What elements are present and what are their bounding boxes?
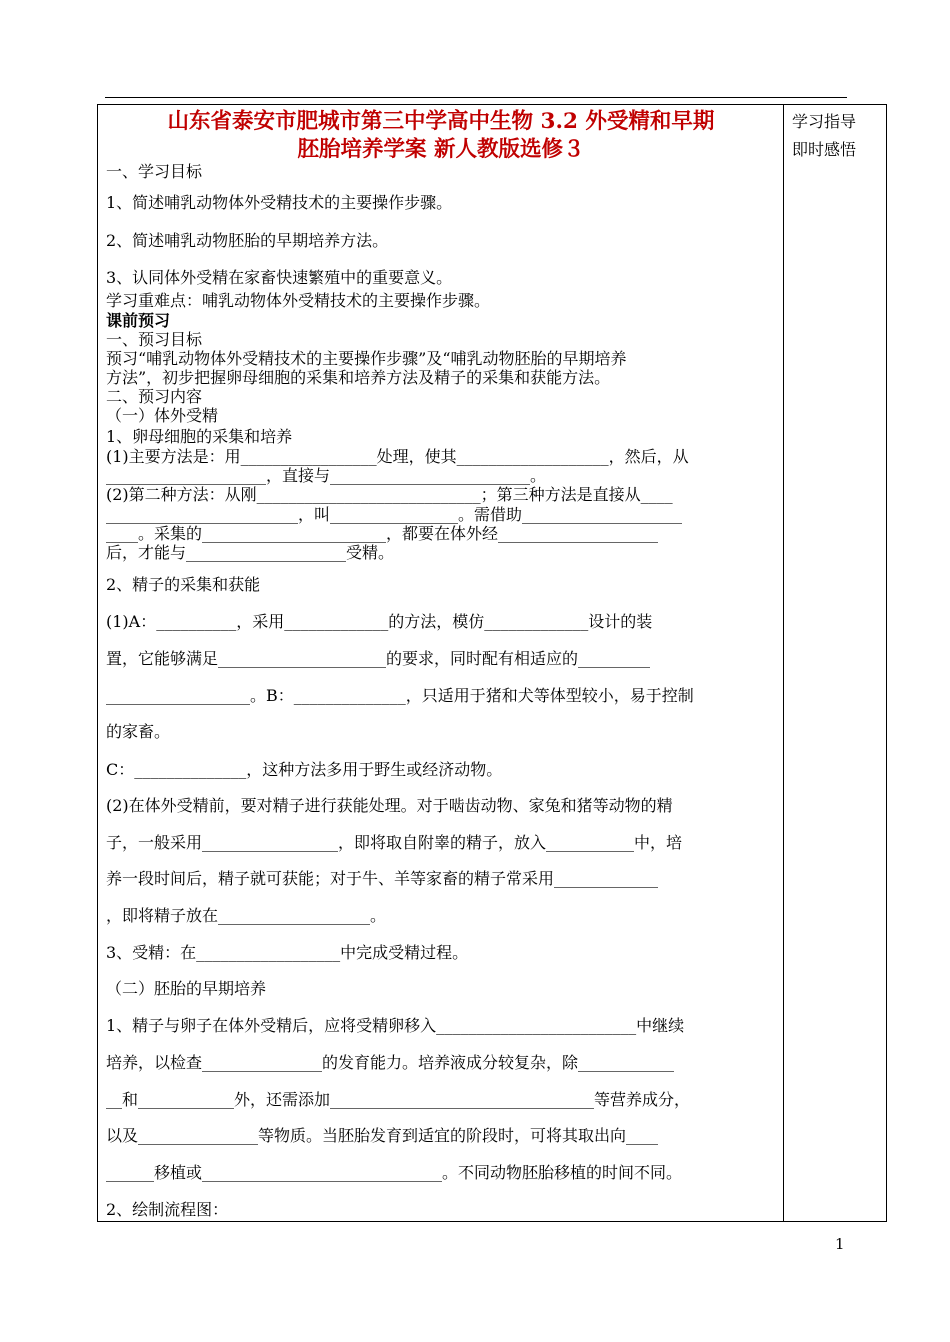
- fill-blank-line: __和____________外，还需添加_________________________________等营养成分，: [106, 1090, 691, 1109]
- section-heading-preview: 课前预习: [106, 311, 171, 330]
- subsection-embryo-culture: （二）胚胎的早期培养: [106, 979, 267, 998]
- fill-blank-line: C：______________，这种方法多用于野生或经济动物。: [106, 760, 503, 779]
- preview-goal-heading: 一、预习目标: [106, 330, 203, 349]
- body-text-line: (2)在体外受精前，要对精子进行获能处理。对于啮齿动物、家兔和猪等动物的精: [106, 796, 673, 815]
- column-divider: [783, 104, 784, 1222]
- sperm-heading: 2、精子的采集和获能: [106, 575, 261, 594]
- oocyte-heading: 1、卵母细胞的采集和培养: [106, 427, 293, 446]
- fill-blank-line: ______移植或______________________________。不同动物胚胎移植的时间不同。: [106, 1163, 683, 1182]
- flowchart-prompt: 2、绘制流程图：: [106, 1200, 229, 1219]
- fill-blank-line: ____________________，直接与_________________________。: [106, 466, 547, 485]
- fill-blank-line: (2)第二种方法：从刚____________________________；第三种方法是直接从____: [106, 485, 673, 504]
- preview-content-heading: 二、预习内容: [106, 387, 203, 406]
- fill-blank-line: (1)主要方法是：用_________________处理，使其___________________，然后，从: [106, 447, 689, 466]
- fill-blank-line: ________________________，叫________________。需借助____________________: [106, 505, 683, 524]
- document-title: [106, 108, 776, 164]
- goal-item-3: 3、认同体外受精在家畜快速繁殖中的重要意义。: [106, 268, 453, 287]
- fill-blank-line: 置，它能够满足_____________________的要求，同时配有相适应的_________: [106, 649, 651, 668]
- body-text-line: 的家畜。: [106, 722, 171, 741]
- title-line-2: 胚胎培养学案 新人教版选修３: [297, 137, 585, 162]
- subsection-ivf: （一）体外受精: [106, 406, 219, 425]
- goal-item-1: 1、简述哺乳动物体外受精技术的主要操作步骤。: [106, 193, 453, 212]
- preview-goal-text-2: 方法”，初步把握卵母细胞的采集和培养方法及精子的采集和获能方法。: [106, 368, 611, 387]
- section-heading-goals: 一、学习目标: [106, 162, 203, 181]
- fill-blank-line: (1)A：__________，采用_____________的方法，模仿_____________设计的装: [106, 612, 653, 631]
- fill-blank-line: ____。采集的_______________________，都要在体外经____________________: [106, 524, 659, 543]
- fill-blank-line: __________________。B：______________，只适用于猪和犬等体型较小，易于控制: [106, 686, 694, 705]
- goal-item-2: 2、简述哺乳动物胚胎的早期培养方法。: [106, 231, 389, 250]
- title-line-1: 山东省泰安市肥城市第三中学高中生物 3.2 外受精和早期: [167, 109, 715, 134]
- fertilization-line: 3、受精：在__________________中完成受精过程。: [106, 943, 469, 962]
- fill-blank-line: 后，才能与____________________受精。: [106, 543, 395, 562]
- fill-blank-line: 1、精子与卵子在体外受精后，应将受精卵移入_________________________中继续: [106, 1016, 685, 1035]
- sidebar-label-guidance: 学习指导: [792, 112, 857, 131]
- preview-goal-text-1: 预习“哺乳动物体外受精技术的主要操作步骤”及“哺乳动物胚胎的早期培养: [106, 349, 627, 368]
- fill-blank-line: 养一段时间后，精子就可获能；对于牛、羊等家畜的精子常采用_____________: [106, 869, 659, 888]
- fill-blank-line: ，即将精子放在___________________。: [106, 906, 387, 925]
- sidebar-label-reflection: 即时感悟: [792, 140, 857, 159]
- fill-blank-line: 培养，以检查_______________的发育能力。培养液成分较复杂，除____________: [106, 1053, 675, 1072]
- key-difficulty: 学习重难点：哺乳动物体外受精技术的主要操作步骤。: [106, 291, 491, 310]
- fill-blank-line: 以及_______________等物质。当胚胎发育到适宜的阶段时，可将其取出向____: [106, 1126, 659, 1145]
- fill-blank-line: 子，一般采用_________________，即将取自附睾的精子，放入___________中，培: [106, 833, 683, 852]
- sidebar-column: [792, 108, 882, 164]
- page-number: 1: [835, 1235, 845, 1253]
- header-rule: [105, 97, 847, 98]
